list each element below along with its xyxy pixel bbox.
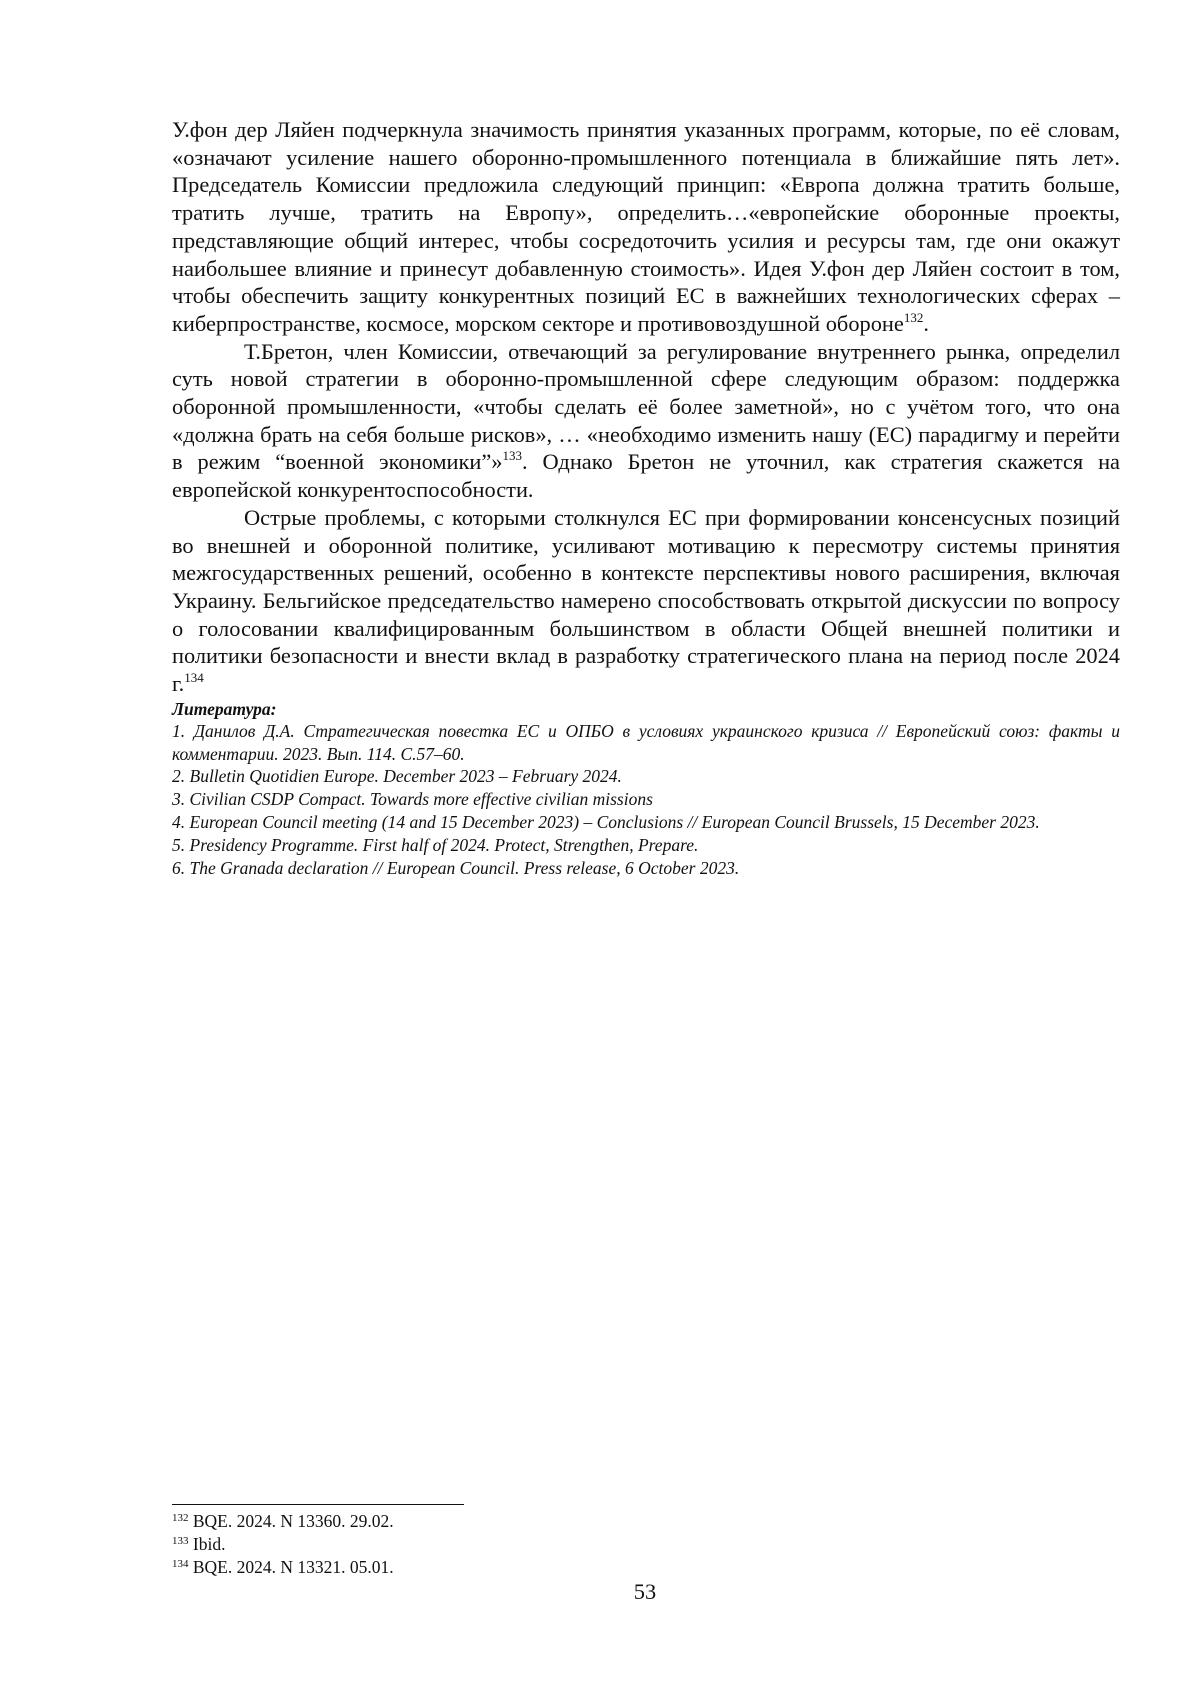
literature-item: 5. Presidency Programme. First half of 2024. Protect, Strengthen, Prepare. [172,834,699,855]
footnote-ref-134: 134 [184,670,204,686]
footnote-133: $^{133}$ Ibid. [172,1534,226,1554]
literature-item: 2. Bulletin Quotidien Europe. December 2023 – February 2024. [172,766,622,787]
literature-item: 4. European Council meeting (14 and 15 December 2023) – Conclusions // European Council Brussels, 15 December 2023. [172,811,1040,832]
paragraph-2: Т.Бретон, член Комиссии, отвечающий за регулирование внутреннего рынка, определил суть новой стратегии в оборонно-промышленной сфере следующим образом: поддержка оборонной промышленности, «чтобы сделать её более заметной», но с учётом того, что она «должна брать на себя больше рисков», … «необходимо изменить нашу (ЕС) парадигму и перейти в режим “военной экономики”»$^{133}$. Однако Бретон не уточнил, как стратегия скажется на европейской конкурентоспособности. [172,338,1120,503]
literature-item: 1. Данилов Д.А. Стратегическая повестка ЕС и ОПБО в условиях украинского кризиса // Европейский союз: факты и комментарии. 2023. Вып. 114. С.57–60. [172,720,1120,764]
footnote-ref-132: 132 [903,309,924,325]
footnote-ref-133: 133 [502,448,523,464]
literature-heading: Литература: [172,698,277,719]
footnote-132: $^{132}$ BQE. 2024. N 13360. 29.02. [172,1511,394,1531]
literature-list [172,720,1120,880]
page-number: 53 [633,1579,657,1604]
paragraph-1: У.фон дер Ляйен подчеркнула значимость принятия указанных программ, которые, по её словам, «означают усиление нашего оборонно-промышленного потенциала в ближайшие пять лет». Председатель Комиссии предложила следующий принцип: «Европа должна тратить больше, тратить лучше, тратить на Европу», определить…«европейские оборонные проекты, представляющие общий интерес, чтобы сосредоточить усилия и ресурсы там, где они окажут наибольшее влияние и принесут добавленную стоимость». Идея У.фон дер Ляйен состоит в том, чтобы обеспечить защиту конкурентных позиций ЕС в важнейших технологических сферах – киберпространстве, космосе, морском секторе и противовоздушной обороне$^{132}$. [172,117,1120,336]
footnotes [172,1510,1120,1579]
main-text [172,116,1120,879]
literature-item: 3. Civilian CSDP Compact. Towards more effective civilian missions [172,789,653,810]
footnote-divider [172,1504,464,1505]
literature-item: 6. The Granada declaration // European Council. Press release, 6 October 2023. [172,857,740,878]
paragraph-3: Острые проблемы, с которыми столкнулся ЕС при формировании консенсусных позиций во внешней и оборонной политике, усиливают мотивацию к пересмотру системы принятия межгосударственных решений, особенно в контексте перспективы нового расширения, включая Украину. Бельгийское председательство намерено способствовать открытой дискуссии по вопросу о голосовании квалифицированным большинством в области Общей внешней политики и политики безопасности и внести вклад в разработку стратегического плана на период после 2024 г.$^{134}$ [172,504,1120,697]
footnote-134: $^{134}$ BQE. 2024. N 13321. 05.01. [172,1557,394,1577]
